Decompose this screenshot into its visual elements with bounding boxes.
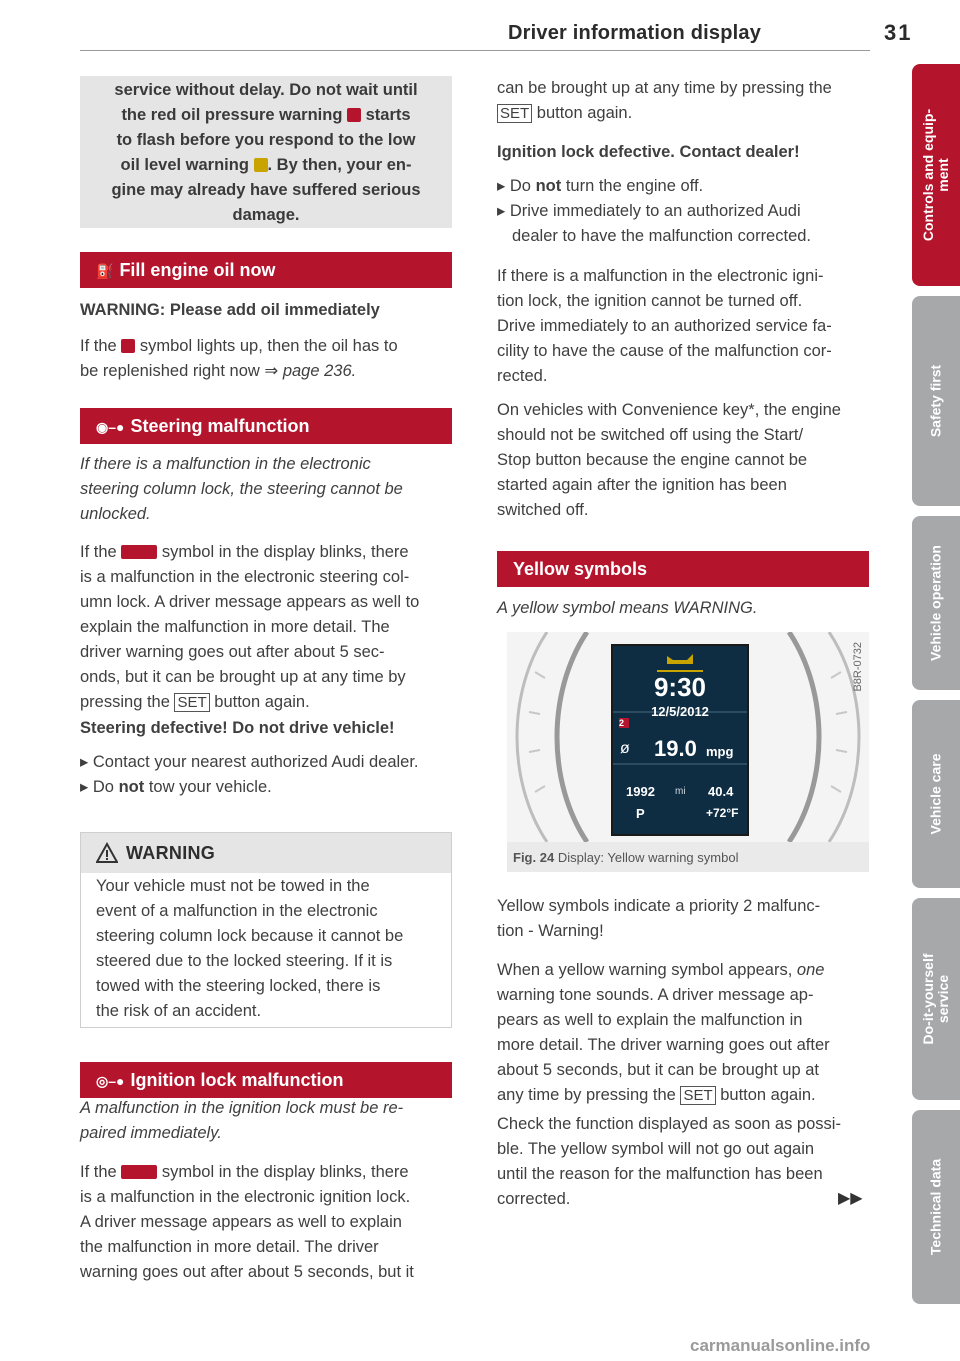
display-odometer-unit: mi: [675, 786, 686, 797]
display-mpg: 19.0: [654, 736, 697, 761]
set-button-ref: SET: [174, 693, 209, 712]
watermark: carmanualsonline.info: [690, 1336, 871, 1355]
oil-can-icon: ⛽: [96, 263, 114, 279]
ignition-intro: A malfunction in the ignition lock must be re- paired immediately.: [80, 1099, 404, 1142]
yellow-paragraph-3: Check the function displayed as soon as possi- ble. The yellow symbol will not go out again until the reason for the malfunction has been corrected.: [497, 1115, 841, 1208]
ignition-lock-icon: ◎–●: [96, 1073, 125, 1089]
display-odometer: 1992: [626, 784, 655, 799]
tab-controls-and-equipment[interactable]: Controls and equip- ment: [912, 64, 960, 286]
oil-level-icon: [121, 339, 135, 353]
ignition-paragraph-1: If there is a malfunction in the electronic igni- tion lock, the ignition cannot be turned off. Drive immediately to an authorized service fa- cility to have the cause of the malfunction cor- rected.: [497, 267, 832, 385]
page-link[interactable]: page 236.: [282, 362, 357, 380]
steering-subheading: Steering defective! Do not drive vehicle!: [80, 719, 395, 737]
set-button-ref: SET: [680, 1086, 715, 1105]
set-button-ref: SET: [497, 104, 532, 123]
display-gear: P: [636, 806, 645, 821]
display-date: 12/5/2012: [651, 704, 709, 719]
bullet-arrow-icon: ▸: [80, 753, 89, 771]
figure-id: B8R-0732: [852, 642, 864, 692]
fill-oil-paragraph: If the symbol lights up, then the oil has to be replenished right now ⇒ page 236.: [80, 337, 398, 380]
page-number: 31: [884, 20, 913, 45]
steering-symbol-icon: [121, 545, 157, 559]
caution-box-text: service without delay. Do not wait until the red oil pressure warning starts to flash before you respond to the low oil level warning . By then, your en- gine may already have suffered serious damage.: [111, 81, 421, 224]
continued-paragraph: can be brought up at any time by pressing the SET button again.: [497, 79, 832, 122]
yellow-paragraph-1: Yellow symbols indicate a priority 2 malfunc- tion - Warning!: [497, 897, 821, 940]
bullet-arrow-icon: ▸: [497, 202, 506, 220]
ignition-paragraph: If the symbol in the display blinks, there is a malfunction in the electronic ignition lock. A driver message appears as well to explain the malfunction in more detail. The driver warning goes out after about 5 seconds, but it: [80, 1163, 414, 1281]
ignition-symbol-icon: [121, 1165, 157, 1179]
display-badge: 2: [619, 718, 625, 728]
section-heading-steering: ◉–● Steering malfunction: [80, 408, 452, 444]
warning-triangle-icon: [96, 842, 118, 864]
arrow-ref-icon: ⇒: [264, 362, 279, 380]
steering-lock-icon: ◉–●: [96, 419, 125, 435]
tab-vehicle-care[interactable]: Vehicle care: [912, 700, 960, 888]
fill-oil-subheading: WARNING: Please add oil immediately: [80, 301, 380, 319]
ignition-bullets: ▸ Do not turn the engine off. ▸ Drive immediately to an authorized Audi dealer to have the malfunction corrected.: [497, 177, 812, 245]
tab-technical-data[interactable]: Technical data: [912, 1110, 960, 1304]
figure-caption: Fig. 24 Display: Yellow warning symbol: [513, 850, 739, 865]
display-temperature: +72°F: [706, 806, 739, 820]
ignition-subheading: Ignition lock defective. Contact dealer!: [497, 143, 800, 161]
steering-bullets: ▸ Contact your nearest authorized Audi dealer. ▸ Do not tow your vehicle.: [80, 753, 419, 796]
oil-pressure-icon: [347, 108, 361, 122]
tab-do-it-yourself-service[interactable]: Do-it-yourself service: [912, 898, 960, 1100]
ignition-paragraph-2: On vehicles with Convenience key*, the engine should not be switched off using the Start/ Stop button because the engine cannot be started again after the ignition has been switched off.: [497, 401, 841, 519]
display-mpg-symbol: ø: [620, 740, 630, 757]
section-heading-ignition-label: ◎–● Ignition lock malfunction: [80, 1062, 452, 1098]
yellow-paragraph-2: When a yellow warning symbol appears, one warning tone sounds. A driver message ap- pears as well to explain the malfunction in more detail. The driver warning goes out after about 5 seconds, but it can be brought up at any time by pressing the SET button again.: [497, 961, 830, 1104]
header-rule: [80, 50, 870, 51]
display-mpg-unit: mpg: [706, 744, 734, 759]
oil-level-icon: [254, 158, 268, 172]
section-heading-yellow: Yellow symbols: [497, 551, 869, 587]
display-trip: 40.4: [708, 784, 734, 799]
bullet-arrow-icon: ▸: [497, 177, 506, 195]
yellow-intro: A yellow symbol means WARNING.: [497, 599, 758, 617]
tab-vehicle-operation[interactable]: Vehicle operation: [912, 516, 960, 690]
tab-safety-first[interactable]: Safety first: [912, 296, 960, 506]
warning-text: Your vehicle must not be towed in the event of a malfunction in the electronic steering column lock because it cannot be steered due to the locked steering. If it is towed with the steering locked, there is the risk of an accident.: [96, 877, 404, 1020]
running-header-title: Driver information display: [508, 22, 762, 44]
steering-paragraph: If the symbol in the display blinks, there is a malfunction in the electronic steering col- umn lock. A driver message appears as well to explain the malfunction in more detail. The driver warning goes out after about 5 sec- onds, but it can be brought up at any time by pressing the SET button again.: [80, 543, 420, 711]
section-heading-fill-oil: ⛽ Fill engine oil now: [80, 252, 452, 288]
warning-title: WARNING: [126, 843, 216, 863]
continue-arrow-icon: ▶▶: [838, 1190, 863, 1207]
display-time: 9:30: [653, 672, 707, 702]
steering-intro: If there is a malfunction in the electronic steering column lock, the steering cannot be unlocked.: [80, 455, 403, 523]
bullet-arrow-icon: ▸: [80, 778, 89, 796]
